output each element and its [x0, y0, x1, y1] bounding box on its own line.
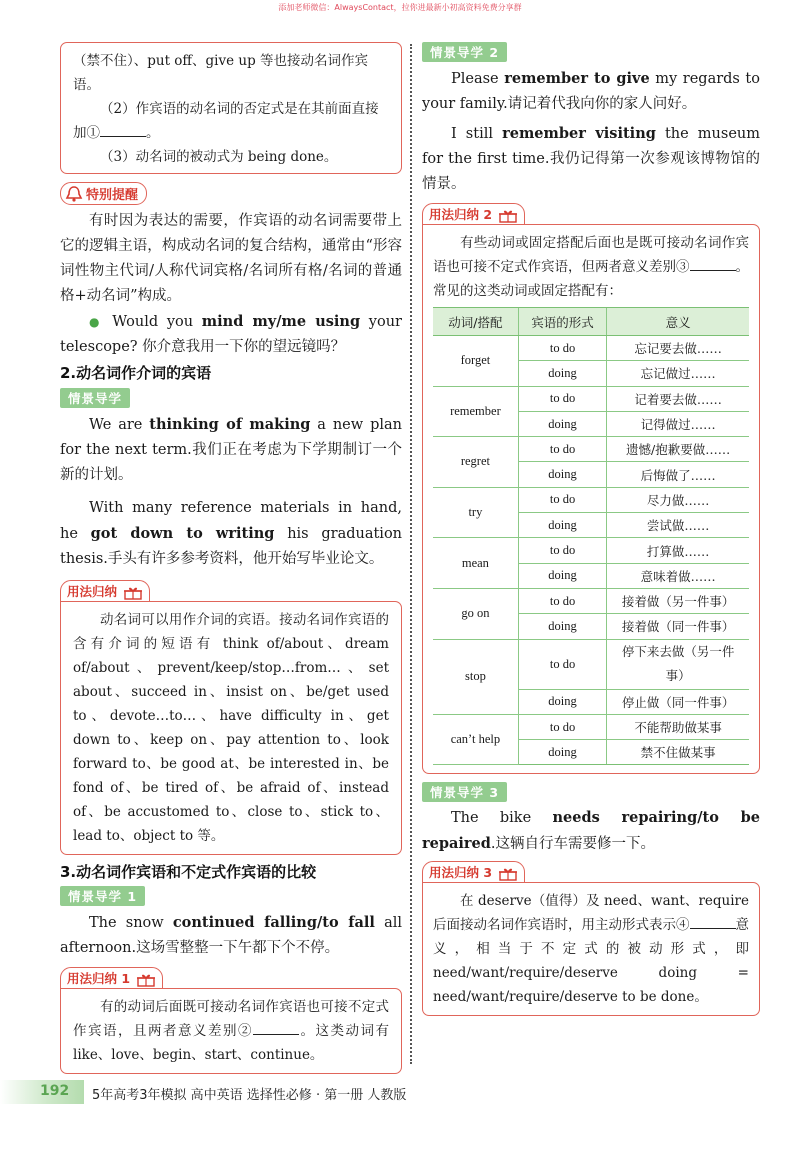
table-cell-meaning: 接着做（另一件事）: [607, 588, 749, 613]
table-cell-verb: go on: [433, 588, 518, 639]
table-cell-form: doing: [518, 614, 606, 639]
blank-4[interactable]: [690, 917, 736, 929]
usage-2-header: [422, 203, 760, 225]
table-cell-meaning: 禁不住做某事: [607, 740, 749, 765]
note-line-2: （2）作宾语的动名词的否定式是在其前面直接加① 。: [73, 101, 379, 141]
example-2: With many reference materials in hand, he got down to writing his graduation thesis.手头有许多参考资料，他开始写毕业论文。: [60, 499, 403, 567]
table-cell-form: to do: [518, 437, 606, 462]
table-row: [433, 538, 749, 563]
table-row: [433, 336, 749, 361]
usage-1-text: 有的动词后面既可接动名词作宾语也可接不定式作宾语，且两者意义差别② 。这类动词有 like、love、begin、start、continue。: [73, 998, 389, 1063]
book-title: 5年高考3年模拟 高中英语 选择性必修 · 第一册 人教版: [92, 1088, 407, 1103]
usage-3-header: [422, 861, 760, 883]
special-reminder-header: [60, 182, 402, 206]
table-header: 宾语的形式: [518, 308, 606, 336]
table-cell-meaning: 尝试做……: [607, 513, 749, 538]
usage-1-header: [60, 967, 402, 989]
table-cell-meaning: 意味着做……: [607, 563, 749, 588]
section-3-title: 3.动名词作宾语和不定式作宾语的比较: [60, 862, 317, 881]
table-cell-meaning: 忘记要去做……: [607, 336, 749, 361]
table-cell-form: to do: [518, 386, 606, 411]
table-row: [433, 714, 749, 739]
table-row: [433, 487, 749, 512]
usage-3-box: [422, 882, 760, 1016]
table-cell-meaning: 不能帮助做某事: [607, 714, 749, 739]
usage-header: [60, 580, 402, 602]
gift-icon: [136, 973, 156, 987]
table-cell-form: to do: [518, 714, 606, 739]
table-cell-form: doing: [518, 740, 606, 765]
table-row: [433, 437, 749, 462]
watermark: 添加老师微信：AlwaysContact，拉你进最新小初高资料免费分享群: [278, 3, 522, 12]
table-cell-form: to do: [518, 336, 606, 361]
table-cell-form: to do: [518, 538, 606, 563]
blank-2[interactable]: [253, 1023, 299, 1035]
usage-3-text: 在 deserve（值得）及 need、want、require 后面接动名词作宾语时，用主动形式表示④ 意义，相当于不定式的被动形式，即 need/want/require/deserve doing = need/want/require/deserve to be done。: [433, 893, 749, 1006]
page-footer: [0, 1080, 800, 1104]
example-6: The bike needs repairing/to be repaired.这辆自行车需要修一下。: [422, 809, 760, 853]
guide-1-label: 情景导学 1: [60, 886, 145, 906]
table-row: [433, 639, 749, 689]
blank-3[interactable]: [690, 259, 736, 271]
table-cell-meaning: 记得做过……: [607, 411, 749, 436]
table-cell-verb: can’t help: [433, 714, 518, 765]
gift-icon: [123, 586, 143, 600]
table-cell-meaning: 遗憾/抱歉要做……: [607, 437, 749, 462]
table-cell-meaning: 打算做……: [607, 538, 749, 563]
table-cell-verb: mean: [433, 538, 518, 589]
table-cell-verb: stop: [433, 639, 518, 714]
table-cell-meaning: 记着要去做……: [607, 386, 749, 411]
table-cell-form: doing: [518, 361, 606, 386]
special-reminder-text: 有时因为表达的需要，作宾语的动名词需要带上它的逻辑主语，构成动名词的复合结构，通常由“形容词性物主代词/人称代词宾格/名词所有格/名词的普通格+动名词”构成。: [60, 212, 402, 304]
usage-text: 动名词可以用作介词的宾语。接动名词作宾语的含有介词的短语有 think of/about、dream of/about、prevent/keep/stop…from…、set about、succeed in、insist on、be/get used to、devote…to…、have difficulty in、get down to、keep on、pay attention to、look forward to、be good at、be interested in、be fond of、be tired of、be afraid of、instead of、be accustomed to、close to、stick to、lead to、object to 等。: [73, 611, 389, 844]
special-reminder-badge: 特别提醒: [60, 182, 147, 205]
gift-icon: [498, 209, 518, 223]
note-line-1: （禁不住）、put off、give up 等也接动名词作宾语。: [73, 53, 369, 93]
table-row: [433, 588, 749, 613]
table-header: 动词/搭配: [433, 308, 518, 336]
blank-1[interactable]: [100, 125, 146, 137]
usage-2-label: 用法归纳 2: [422, 203, 525, 225]
page-number: 192: [40, 1083, 70, 1099]
example-3: The snow continued falling/to fall all afternoon.这场雪整整一下午都下个不停。: [60, 913, 402, 956]
right-column: [422, 42, 760, 1016]
section-2-title: 2.动名词作介词的宾语: [60, 363, 212, 382]
table-cell-form: to do: [518, 487, 606, 512]
verb-comparison-table: [433, 307, 749, 765]
table-cell-meaning: 后悔做了……: [607, 462, 749, 487]
table-cell-meaning: 停下来去做（另一件事）: [607, 639, 749, 689]
table-header: 意义: [607, 308, 749, 336]
table-cell-form: doing: [518, 462, 606, 487]
guide-3-label: 情景导学 3: [422, 782, 507, 802]
table-cell-meaning: 停止做（同一件事）: [607, 689, 749, 714]
guide-label: 情景导学: [60, 388, 130, 408]
table-cell-meaning: 接着做（同一件事）: [607, 614, 749, 639]
note-line-3: （3）动名词的被动式为 being done。: [100, 149, 338, 165]
table-cell-verb: regret: [433, 437, 518, 488]
table-cell-form: doing: [518, 513, 606, 538]
guide-2-label: 情景导学 2: [422, 42, 507, 62]
bullet-icon: ●: [89, 314, 104, 329]
usage-2-text: 有些动词或固定搭配后面也是既可接动名词作宾语也可接不定式作宾语，但两者意义差别③ 。常见的这类动词或固定搭配有：: [433, 235, 749, 299]
gift-icon: [498, 867, 518, 881]
usage-label: 用法归纳: [60, 580, 150, 602]
table-cell-meaning: 忘记做过……: [607, 361, 749, 386]
example-5: I still remember visiting the museum for the first time.我仍记得第一次参观该博物馆的情景。: [422, 125, 760, 192]
usage-1-box: [60, 988, 402, 1074]
special-example: ● Would you mind my/me using your telescope? 你介意我用一下你的望远镜吗？: [60, 312, 402, 355]
table-cell-meaning: 尽力做……: [607, 487, 749, 512]
table-cell-form: doing: [518, 411, 606, 436]
column-divider: [410, 44, 412, 1064]
table-cell-form: to do: [518, 588, 606, 613]
notes-box-top: [60, 42, 402, 174]
usage-box: [60, 601, 402, 855]
table-cell-verb: try: [433, 487, 518, 538]
usage-2-box: [422, 224, 760, 774]
table-cell-form: doing: [518, 563, 606, 588]
table-cell-verb: forget: [433, 336, 518, 387]
table-cell-verb: remember: [433, 386, 518, 437]
usage-3-label: 用法归纳 3: [422, 861, 525, 883]
example-1: We are thinking of making a new plan for the next term.我们正在考虑为下学期制订一个新的计划。: [60, 415, 402, 483]
example-4: Please remember to give my regards to your family.请记着代我向你的家人问好。: [422, 70, 760, 112]
table-cell-form: to do: [518, 639, 606, 689]
left-column: [60, 42, 402, 1074]
usage-1-label: 用法归纳 1: [60, 967, 163, 989]
table-row: [433, 386, 749, 411]
table-cell-form: doing: [518, 689, 606, 714]
bell-icon: [65, 186, 83, 202]
